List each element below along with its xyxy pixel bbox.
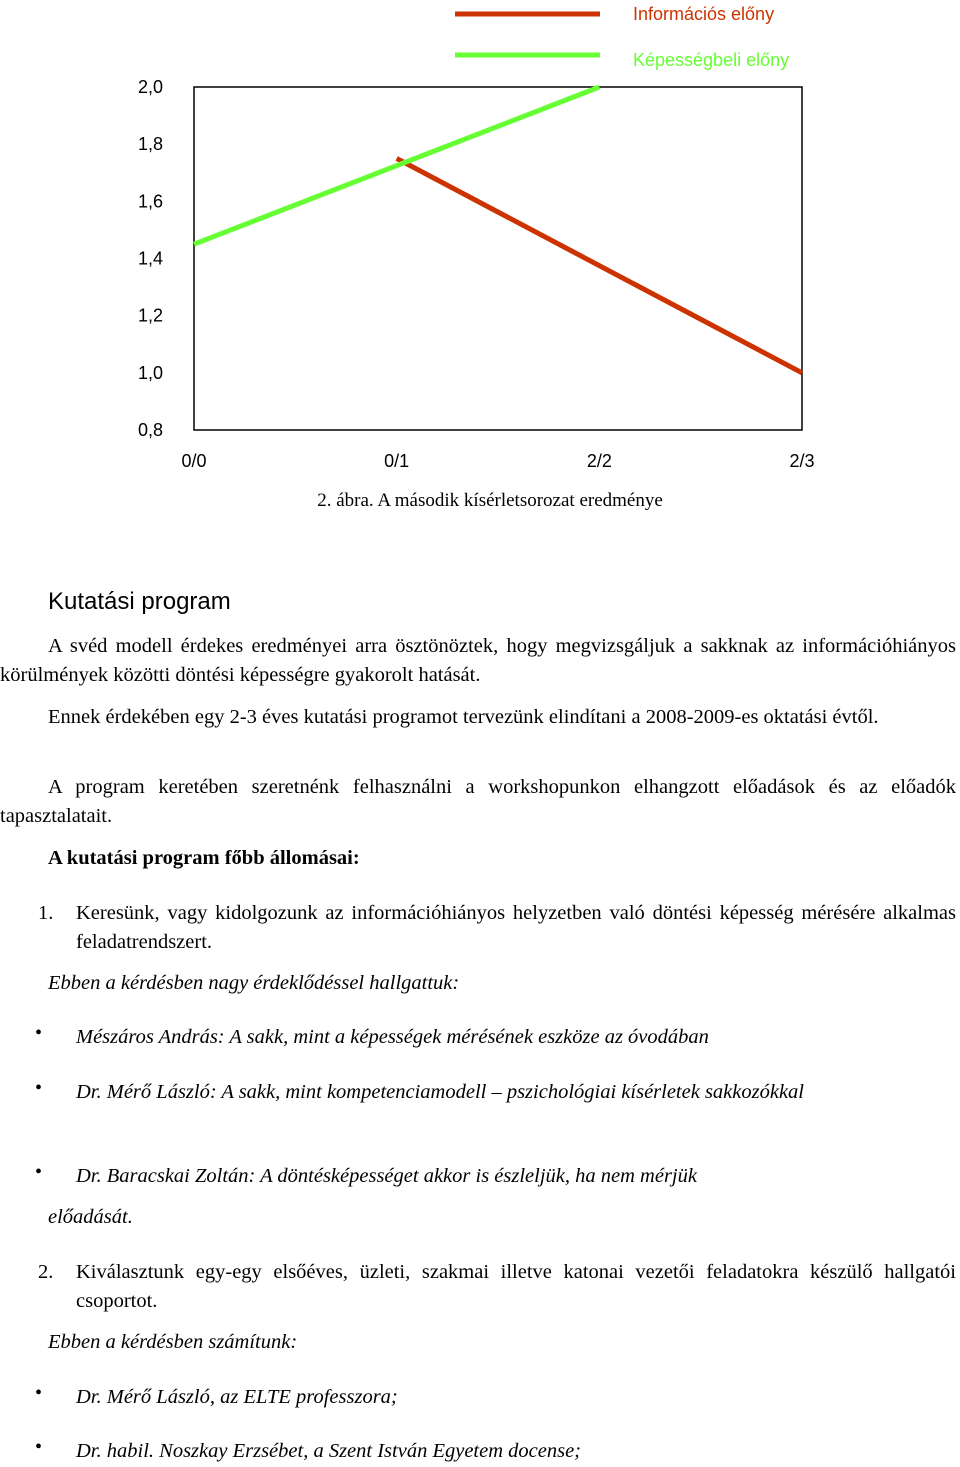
paragraph-3: A program keretében szeretnénk felhasználni a workshopunkon elhangzott előadások és az előadók tapasztalatait. — [0, 776, 956, 827]
y-tick-label: 1,0 — [137, 362, 163, 383]
item-1-number: 1. — [38, 902, 54, 924]
legend-label-informacios: Információs előny — [633, 4, 775, 24]
bullet-text: Dr. Mérő László: A sakk, mint kompetenciamodell – pszichológiai kísérletek sakkozókkal — [76, 1081, 805, 1103]
bullet-icon: • — [35, 1436, 43, 1458]
y-tick-label: 1,6 — [137, 191, 163, 212]
legend — [455, 4, 789, 70]
series-line-0 — [397, 158, 802, 372]
x-tick-label: 0/0 — [181, 451, 207, 471]
bullet-icon: • — [35, 1077, 43, 1099]
y-tick-label: 2,0 — [137, 77, 163, 97]
figure-caption — [0, 490, 960, 512]
y-tick-label: 1,4 — [137, 248, 163, 269]
item-2-text: Kiválasztunk egy-egy elsőéves, üzleti, szakmai illetve katonai vezetői feladatokra készülő hallgatói csoportot. — [76, 1261, 956, 1312]
series-line-1 — [194, 87, 599, 244]
section-title: Kutatási program — [48, 588, 231, 615]
subheading: A kutatási program főbb állomásai: — [48, 847, 360, 869]
bullet-icon: • — [35, 1022, 43, 1044]
bullet-text: Mészáros András: A sakk, mint a képességek mérésének eszköze az óvodában — [76, 1026, 709, 1048]
item-2-intro: Ebben a kérdésben számítunk: — [48, 1331, 298, 1353]
bullet-text: Dr. Baracskai Zoltán: A döntésképességet akkor is észleljük, ha nem mérjük — [76, 1165, 697, 1187]
x-tick-label: 0/1 — [384, 451, 410, 471]
bullet-icon: • — [35, 1382, 43, 1404]
caption-label: 2. ábra. — [317, 490, 374, 511]
x-axis-ticks — [181, 451, 814, 471]
bullet-text: Dr. Mérő László, az ELTE professzora; — [76, 1386, 398, 1408]
y-tick-label: 0,8 — [137, 420, 163, 440]
caption-text: A második kísérletsorozat eredménye — [373, 490, 663, 511]
x-tick-label: 2/3 — [789, 451, 815, 471]
paragraph-1: A svéd modell érdekes eredményei arra ösztönöztek, hogy megvizsgáljuk a sakknak az információhiányos körülmények közötti döntési képességre gyakorolt hatását. — [0, 635, 956, 686]
plot-area — [194, 87, 802, 430]
item-1-intro: Ebben a kérdésben nagy érdeklődéssel hallgattuk: — [48, 972, 460, 994]
x-tick-label: 2/2 — [586, 451, 612, 471]
bullet-text: Dr. habil. Noszkay Erzsébet, a Szent István Egyetem docense; — [76, 1440, 581, 1462]
y-tick-label: 1,2 — [137, 305, 163, 326]
legend-label-kepessegbeli: Képességbeli előny — [633, 50, 790, 70]
line-chart — [0, 0, 960, 480]
item-1-text: Keresünk, vagy kidolgozunk az információhiányos helyzetben való döntési képesség mérésére alkalmas feladatrendszert. — [76, 902, 956, 953]
y-tick-label: 1,8 — [137, 134, 163, 155]
item-1-tail: előadását. — [48, 1206, 133, 1228]
item-2-number: 2. — [38, 1261, 54, 1283]
paragraph-2: Ennek érdekében egy 2-3 éves kutatási programot tervezünk elindítani a 2008-2009-es oktatási évtől. — [48, 706, 879, 728]
y-axis-ticks — [138, 77, 163, 440]
bullet-icon: • — [35, 1161, 43, 1183]
series-lines — [194, 87, 802, 373]
